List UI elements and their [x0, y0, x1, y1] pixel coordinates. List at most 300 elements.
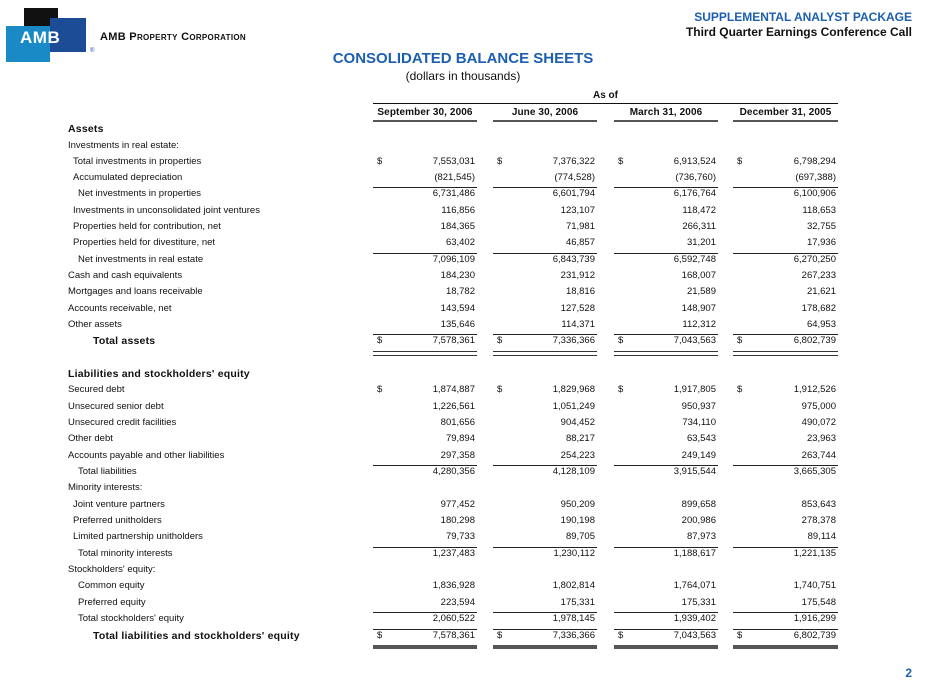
dollar-sign: $ [618, 335, 624, 346]
table-cell [493, 253, 597, 269]
table-cell [493, 270, 597, 285]
dollar-sign: $ [377, 630, 383, 641]
cell-value: 1,829,968 [552, 384, 595, 395]
table-row [0, 433, 926, 449]
table-cell [733, 286, 838, 301]
table-cell [614, 499, 718, 514]
table-cell [493, 286, 597, 301]
table-row [0, 335, 926, 351]
cell-value: 950,937 [681, 401, 716, 412]
cell-value: 18,816 [565, 286, 595, 297]
cell-value: (736,760) [675, 172, 716, 183]
cell-value: 184,365 [440, 221, 475, 232]
table-cell [733, 465, 838, 481]
table-cell [733, 564, 838, 579]
table-cell [493, 580, 597, 595]
cell-value: 1,230,112 [553, 548, 595, 559]
table-cell [614, 303, 718, 318]
cell-value: 1,051,249 [552, 401, 595, 412]
row-label: Total investments in properties [73, 156, 202, 167]
table-cell [733, 401, 838, 416]
table-cell [733, 368, 838, 383]
cell-value: 223,594 [440, 597, 475, 608]
table-cell [373, 612, 477, 628]
row-label: Total assets [93, 335, 156, 347]
cell-value: 6,592,748 [673, 254, 716, 265]
cell-value: 87,973 [686, 531, 716, 542]
cell-value: 1,188,617 [673, 548, 716, 559]
table-cell [614, 187, 718, 203]
table-row [0, 564, 926, 580]
table-cell [373, 221, 477, 236]
cell-value: 1,916,299 [793, 613, 836, 624]
table-cell [493, 334, 597, 350]
report-header [686, 10, 912, 40]
dollar-sign: $ [497, 384, 503, 395]
cell-value: 801,656 [440, 417, 475, 428]
table-cell [733, 270, 838, 285]
table-cell [614, 319, 718, 334]
row-label: Net investments in properties [78, 188, 202, 199]
table-row [0, 630, 926, 646]
cell-value: 1,917,805 [673, 384, 716, 395]
cell-value: 6,913,524 [673, 156, 716, 167]
table-cell [733, 187, 838, 203]
cell-value: 21,621 [806, 286, 836, 297]
table-cell [493, 221, 597, 236]
row-label: Mortgages and loans receivable [68, 286, 203, 297]
cell-value: 1,912,526 [793, 384, 836, 395]
cell-value: 6,802,739 [793, 335, 836, 346]
cell-value: 4,128,109 [552, 466, 595, 477]
cell-value: 490,072 [801, 417, 836, 428]
table-cell [373, 368, 477, 383]
table-cell [373, 580, 477, 595]
cell-value: 23,963 [806, 433, 836, 444]
table-cell [614, 140, 718, 155]
row-label: Total stockholders' equity [78, 613, 184, 624]
row-label: Total minority interests [78, 548, 173, 559]
table-cell [733, 450, 838, 465]
table-row [0, 188, 926, 204]
table-cell [373, 237, 477, 252]
table-row [0, 613, 926, 629]
table-row [0, 237, 926, 253]
table-cell [373, 531, 477, 546]
dollar-sign: $ [737, 156, 743, 167]
column-header-dec-2005: December 31, 2005 [733, 107, 838, 122]
cell-value: 6,176,764 [673, 188, 716, 199]
dollar-sign: $ [497, 156, 503, 167]
table-cell [373, 319, 477, 334]
cell-value: 114,371 [561, 319, 595, 330]
cell-value: 112,312 [682, 319, 716, 330]
table-row [0, 352, 926, 368]
table-cell [493, 303, 597, 318]
table-cell [733, 303, 838, 318]
row-label: Limited partnership unitholders [73, 531, 203, 542]
table-cell [493, 319, 597, 334]
table-cell [733, 547, 838, 563]
table-cell [373, 187, 477, 203]
row-label: Other assets [68, 319, 122, 330]
row-label: Investments in real estate: [68, 140, 179, 151]
table-row [0, 515, 926, 531]
table-row [0, 580, 926, 596]
cell-value: 79,894 [445, 433, 475, 444]
table-cell [733, 156, 838, 171]
cell-value: 904,452 [560, 417, 595, 428]
table-cell [373, 334, 477, 350]
column-header-jun-2006: June 30, 2006 [493, 107, 597, 122]
table-cell [373, 564, 477, 579]
table-cell [614, 547, 718, 563]
table-cell [614, 629, 718, 645]
table-cell [614, 286, 718, 301]
row-label: Unsecured senior debt [68, 401, 164, 412]
page-title [0, 50, 926, 67]
row-label: Common equity [78, 580, 145, 591]
cell-value: 1,226,561 [432, 401, 475, 412]
cell-value: 1,764,071 [673, 580, 716, 591]
table-cell [493, 597, 597, 612]
table-cell [614, 221, 718, 236]
registered-mark: ® [90, 48, 95, 54]
cell-value: 7,043,563 [673, 630, 716, 641]
cell-value: 7,336,366 [552, 630, 595, 641]
table-cell [493, 368, 597, 383]
table-cell [493, 237, 597, 252]
table-cell [373, 547, 477, 563]
table-cell [493, 140, 597, 155]
table-row [0, 597, 926, 613]
cell-value: 853,643 [801, 499, 836, 510]
table-cell [493, 401, 597, 416]
cell-value: 266,311 [682, 221, 716, 232]
table-cell [373, 499, 477, 514]
dollar-sign: $ [618, 384, 624, 395]
table-cell [373, 286, 477, 301]
table-cell [493, 629, 597, 645]
table-cell [733, 352, 838, 367]
table-cell [733, 205, 838, 220]
column-header-sep-2006: September 30, 2006 [373, 107, 477, 122]
row-label: Assets [68, 123, 104, 135]
table-cell [493, 417, 597, 432]
cell-value: 31,201 [686, 237, 716, 248]
cell-value: 975,000 [801, 401, 836, 412]
table-cell [614, 237, 718, 252]
cell-value: 7,578,361 [432, 335, 475, 346]
table-cell [614, 123, 718, 138]
cell-value: 3,665,305 [793, 466, 836, 477]
table-row [0, 205, 926, 221]
table-cell [614, 564, 718, 579]
table-cell [733, 172, 838, 187]
table-row [0, 319, 926, 335]
table-cell [733, 384, 838, 399]
cell-value: 249,149 [681, 450, 716, 461]
cell-value: 6,802,739 [793, 630, 836, 641]
table-cell [373, 384, 477, 399]
cell-value: 6,731,486 [432, 188, 475, 199]
table-cell [373, 417, 477, 432]
cell-value: 123,107 [560, 205, 595, 216]
cell-value: 7,096,109 [432, 254, 475, 265]
cell-value: 1,978,145 [552, 613, 595, 624]
row-label: Secured debt [68, 384, 125, 395]
table-cell [733, 237, 838, 252]
table-cell [614, 270, 718, 285]
cell-value: 6,100,906 [793, 188, 836, 199]
table-cell [733, 221, 838, 236]
thick-underline [614, 645, 718, 649]
table-row [0, 531, 926, 547]
cell-value: 148,907 [681, 303, 716, 314]
table-cell [733, 319, 838, 334]
table-cell [493, 205, 597, 220]
table-cell [614, 156, 718, 171]
cell-value: 267,233 [801, 270, 836, 281]
dollar-sign: $ [497, 630, 503, 641]
table-cell [373, 205, 477, 220]
table-cell [733, 123, 838, 138]
cell-value: 200,986 [681, 515, 716, 526]
table-row [0, 123, 926, 139]
package-title: SUPPLEMENTAL ANALYST PACKAGE [694, 10, 912, 24]
cell-value: 175,331 [560, 597, 595, 608]
cell-value: 71,981 [565, 221, 595, 232]
cell-value: 127,528 [560, 303, 595, 314]
table-cell [733, 417, 838, 432]
table-cell [373, 253, 477, 269]
row-label: Properties held for divestiture, net [73, 237, 216, 248]
row-label: Stockholders' equity: [68, 564, 156, 575]
cell-value: 1,221,135 [793, 548, 836, 559]
table-cell [373, 401, 477, 416]
cell-value: 1,939,402 [673, 613, 716, 624]
thick-underline [373, 645, 477, 649]
page-number: 2 [905, 666, 912, 680]
row-label: Minority interests: [68, 482, 143, 493]
table-cell [614, 384, 718, 399]
page-title-text: CONSOLIDATED BALANCE SHEETS [332, 50, 594, 67]
cell-value: 21,589 [686, 286, 716, 297]
cell-value: 64,953 [806, 319, 836, 330]
cell-value: 17,936 [806, 237, 836, 248]
cell-value: 63,543 [686, 433, 716, 444]
table-cell [493, 450, 597, 465]
table-cell [373, 465, 477, 481]
table-cell [493, 187, 597, 203]
row-label: Liabilities and stockholders' equity [68, 368, 250, 380]
cell-value: 899,658 [681, 499, 716, 510]
cell-value: 278,378 [801, 515, 836, 526]
table-cell [733, 482, 838, 497]
table-cell [493, 547, 597, 563]
thick-underline [733, 645, 838, 649]
table-row [0, 450, 926, 466]
table-cell [373, 433, 477, 448]
row-label: Investments in unconsolidated joint ventures [73, 205, 260, 216]
table-row [0, 401, 926, 417]
table-cell [493, 564, 597, 579]
table-cell [373, 352, 477, 367]
cell-value: 6,270,250 [793, 254, 836, 265]
row-label: Accumulated depreciation [73, 172, 183, 183]
table-cell [493, 465, 597, 481]
table-cell [614, 597, 718, 612]
table-cell [493, 515, 597, 530]
cell-value: (697,388) [795, 172, 836, 183]
table-cell [614, 465, 718, 481]
table-cell [493, 172, 597, 187]
table-cell [614, 334, 718, 350]
row-label: Joint venture partners [73, 499, 165, 510]
cell-value: 263,744 [801, 450, 836, 461]
table-cell [733, 597, 838, 612]
cell-value: 734,110 [682, 417, 716, 428]
table-row [0, 140, 926, 156]
table-row [0, 156, 926, 172]
table-cell [733, 515, 838, 530]
cell-value: 1,237,483 [432, 548, 475, 559]
table-cell [614, 450, 718, 465]
table-cell [614, 612, 718, 628]
cell-value: 6,601,794 [552, 188, 595, 199]
table-cell [733, 334, 838, 350]
cell-value: 254,223 [560, 450, 595, 461]
table-cell [733, 433, 838, 448]
table-row [0, 303, 926, 319]
table-row [0, 254, 926, 270]
row-label: Total liabilities and stockholders' equity [93, 630, 300, 642]
cell-value: 7,553,031 [432, 156, 475, 167]
table-cell [614, 172, 718, 187]
cell-value: 63,402 [445, 237, 475, 248]
cell-value: 950,209 [560, 499, 595, 510]
table-cell [493, 531, 597, 546]
table-cell [373, 270, 477, 285]
table-cell [733, 629, 838, 645]
dollar-sign: $ [737, 630, 743, 641]
table-cell [493, 352, 597, 367]
cell-value: 116,856 [441, 205, 475, 216]
table-cell [733, 580, 838, 595]
cell-value: 2,060,522 [432, 613, 475, 624]
table-cell [733, 140, 838, 155]
table-cell [373, 629, 477, 645]
cell-value: 1,802,814 [552, 580, 595, 591]
cell-value: 184,230 [440, 270, 475, 281]
cell-value: 175,548 [801, 597, 836, 608]
cell-value: 1,740,751 [793, 580, 836, 591]
row-label: Accounts payable and other liabilities [68, 450, 225, 461]
table-cell [373, 597, 477, 612]
row-label: Unsecured credit facilities [68, 417, 177, 428]
table-cell [373, 140, 477, 155]
table-cell [614, 401, 718, 416]
dollar-sign: $ [497, 335, 503, 346]
table-cell [373, 123, 477, 138]
table-row [0, 548, 926, 564]
cell-value: 88,217 [565, 433, 595, 444]
row-label: Preferred equity [78, 597, 146, 608]
row-label: Total liabilities [78, 466, 137, 477]
table-cell [493, 384, 597, 399]
cell-value: 7,336,366 [552, 335, 595, 346]
table-cell [373, 450, 477, 465]
table-cell [493, 123, 597, 138]
cell-value: 143,594 [440, 303, 475, 314]
cell-value: 118,472 [682, 205, 716, 216]
row-label: Net investments in real estate [78, 254, 204, 265]
row-label: Properties held for contribution, net [73, 221, 221, 232]
event-title: Third Quarter Earnings Conference Call [685, 25, 912, 39]
cell-value: 6,798,294 [793, 156, 836, 167]
cell-value: 175,331 [681, 597, 716, 608]
cell-value: 6,843,739 [552, 254, 595, 265]
logo-text: AMB [20, 28, 61, 47]
table-row [0, 499, 926, 515]
table-cell [733, 499, 838, 514]
cell-value: 3,915,544 [673, 466, 716, 477]
table-cell [493, 433, 597, 448]
cell-value: 89,114 [807, 531, 836, 542]
table-row [0, 270, 926, 286]
cell-value: 79,733 [445, 531, 475, 542]
table-cell [733, 531, 838, 546]
table-cell [493, 482, 597, 497]
table-cell [614, 482, 718, 497]
cell-value: 7,578,361 [432, 630, 475, 641]
cell-value: 178,682 [801, 303, 836, 314]
table-cell [373, 515, 477, 530]
dollar-sign: $ [618, 156, 624, 167]
cell-value: 180,298 [440, 515, 475, 526]
table-cell [493, 499, 597, 514]
row-label: Accounts receivable, net [68, 303, 172, 314]
column-header-mar-2006: March 31, 2006 [614, 107, 718, 122]
dollar-sign: $ [618, 630, 624, 641]
cell-value: 1,836,928 [432, 580, 475, 591]
table-row [0, 368, 926, 384]
row-label: Other debt [68, 433, 113, 444]
row-label: Cash and cash equivalents [68, 270, 183, 281]
cell-value: 18,782 [445, 286, 475, 297]
table-cell [493, 612, 597, 628]
table-cell [614, 515, 718, 530]
cell-value: 118,653 [802, 205, 836, 216]
table-cell [733, 612, 838, 628]
cell-value: 4,280,356 [432, 466, 475, 477]
thick-underline [493, 645, 597, 649]
table-cell [373, 156, 477, 171]
table-row [0, 482, 926, 498]
table-row [0, 286, 926, 302]
table-row [0, 384, 926, 400]
dollar-sign: $ [377, 384, 383, 395]
table-cell [614, 205, 718, 220]
cell-value: 7,043,563 [673, 335, 716, 346]
cell-value: (774,528) [554, 172, 595, 183]
table-cell [373, 172, 477, 187]
cell-value: 32,755 [806, 221, 836, 232]
cell-value: 977,452 [440, 499, 475, 510]
table-cell [614, 531, 718, 546]
table-cell [614, 433, 718, 448]
table-cell [493, 156, 597, 171]
